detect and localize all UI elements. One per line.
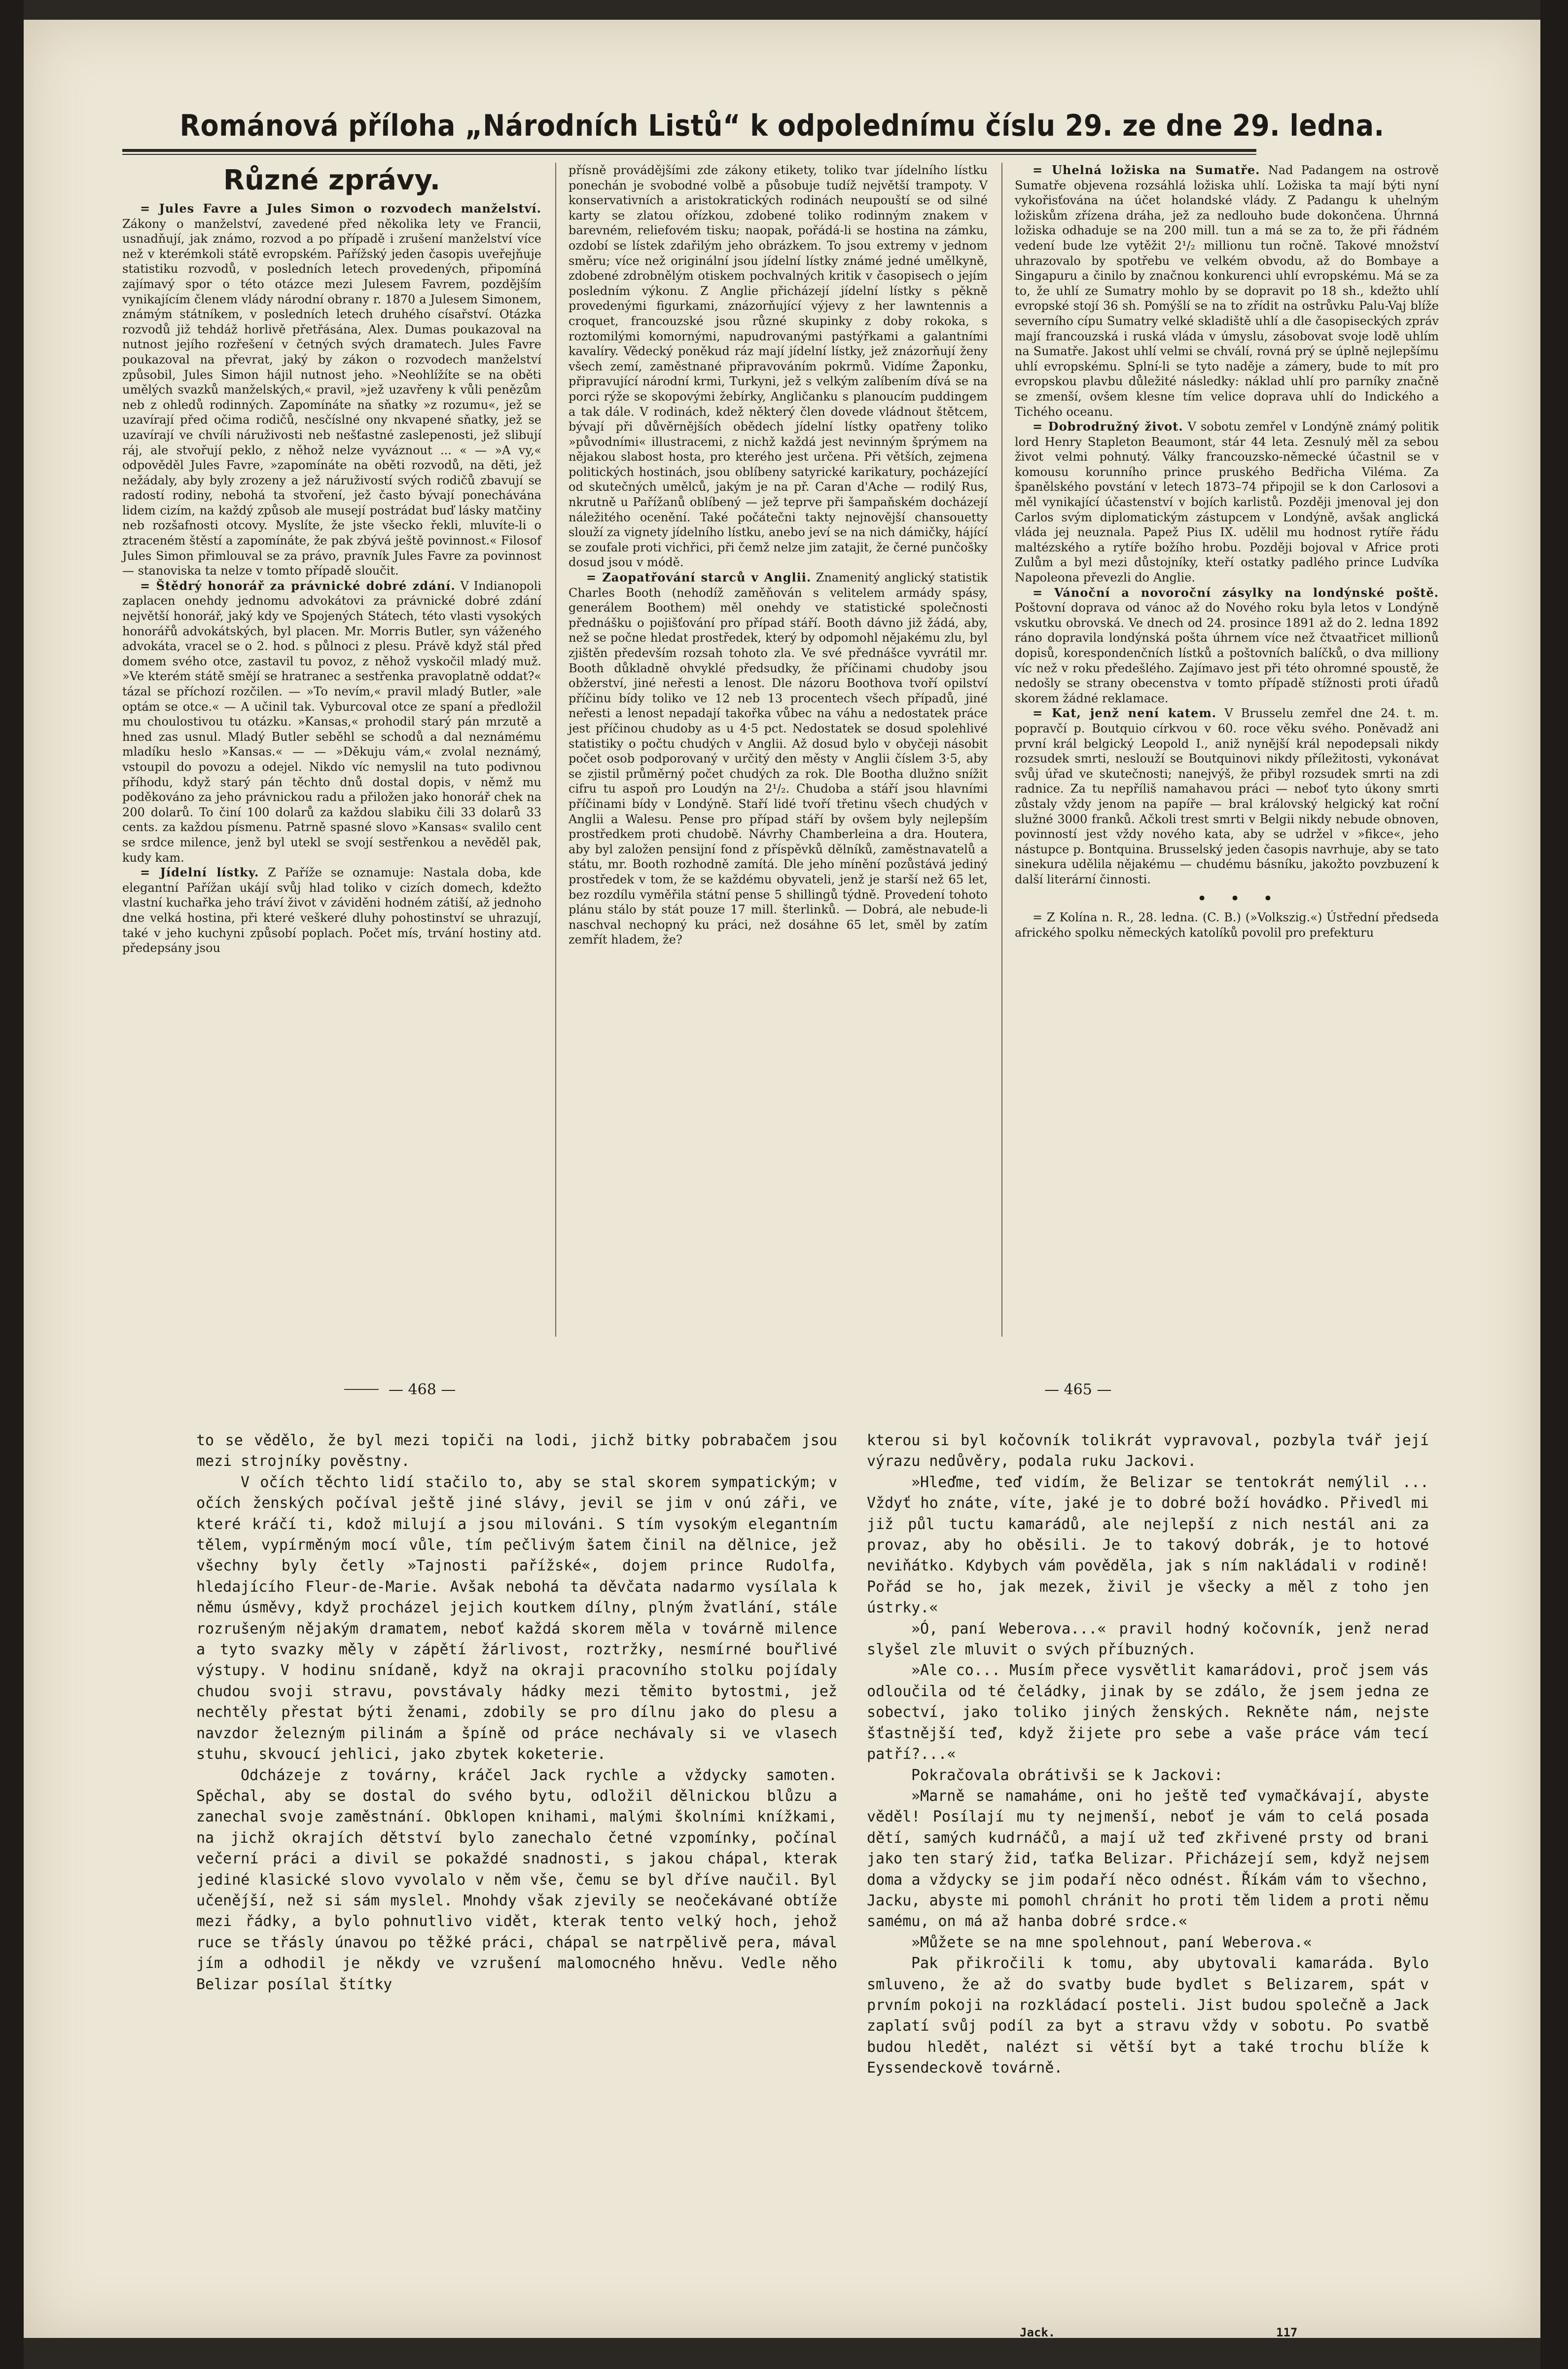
column-divider [1001, 163, 1002, 1337]
column-divider [555, 163, 556, 1337]
scan-edge-left [0, 0, 24, 2369]
news-body: Nad Padangem na ostrově Sumatře objevena rozsáhlá ložiska uhlí. Ložiska ta mají býti nyní vykořisťována na účet holandské vlády. Z Padangu k uhelným ložiskům zřízena dráha, jež za nedlouho bude dokončena. Úhrnná ložiska odhaduje se na 200 mill. tun a má se za to, že při řádném vedení bude lze vytěžit 2¹/₂ millionu tun ročně. Takové množství uhrazovalo by spotřebu ve velkém obvodu, až do Bombaye a Singapuru a činilo by značnou konkurenci uhlí evropskému. Má se za to, že uhlí ze Sumatry mohlo by se dopravit po 18 sh., kdežto uhlí evropské stojí 36 sh. Pomýšlí se na to zřídit na ostrůvku Palu-Vaj blíže severního cípu Sumatry velké skladiště uhlí a dle časopiseckých zpráv mají francouzská i ruská vláda v úmyslu, zásobovat svoje lodě uhlím na Sumatře. Jakost uhlí velmi se chválí, rovná prý se úplně nejlepšímu uhlí evropskému. Splní-li se tyto naděje a zámery, bude to mít pro evropskou plavbu důležité následky: náklad uhlí pro parníky značně se zmenší, ovšem klesne tím velice doprava uhlí do Indického a Tichého oceanu. [1015, 163, 1439, 419]
section-title: Různé zprávy. [223, 164, 441, 196]
novel-paragraph: »Můžete se na mne spolehnout, paní Weberova.« [911, 1933, 1312, 1951]
page-number-left: — 468 — [389, 1381, 456, 1398]
news-headline: = Vánoční a novoroční zásylky na londýnské poště. [1033, 585, 1439, 600]
page-number-right: — 465 — [1044, 1381, 1112, 1398]
novel-paragraph: to se vědělo, že byl mezi topiči na lodi, jichž bitky pobrabačem jsou mezi strojníky pověstny. [196, 1432, 837, 1470]
news-item [122, 865, 541, 956]
column-3 [1015, 163, 1439, 940]
novel-paragraph: V očích těchto lidí stačilo to, aby se stal skorem sympatickým; v očích ženských počíval ještě jiné slávy, jevil se jim v onú záři, ve které kráčí ti, kdož milují a jsou milováni. S tím vysokým elegantním tělem, vypírměným mocí vůle, tím pečlivým šatem činil na dělnice, jež všechny byly četly »Tajnosti pařížské«, dojem prince Rudolfa, hledajícího Fleur-de-Marie. Avšak nebohá ta děvčata nadarmo vysílala k němu úsměvy, když procházel jejich koutkem dílny, plným žvatlání, stále rozrušeným nějakým dramatem, neboť každá skorem měla v továrně milence a tyto svazky měly v zápětí žárlivost, roztržky, nesmírné bouřlivé výstupy. V hodinu snídaně, když na okraji pracovního stolku pojídaly chudou svoji stravu, povstávaly hádky mezi těmito bytostmi, jež nechtěly přestat býti ženami, zdobily se pro dílnu jako do plesu a navzdor železným pilinám a špíně od práce nechávaly si ve vlasech stuhu, skvoucí jehlici, jako zbytek koketerie. [196, 1473, 837, 1763]
news-body: Zákony o manželství, zavedené před několika lety ve Francii, usnadňují, jak známo, rozvod a po případě i zrušení manželství více než v kterémkoli státě evropském. Pařížský jeden časopis uveřejňuje statistiku rozvodů, v posledních letech provedených, připomíná zajímavý spor o této otázce mezi Julesem Favrem, pozdějším vynikajícím členem vlády národní obrany r. 1870 a Julesem Simonem, známým státníkem, v posledních letech druhého císařství. Otázka rozvodů již tehdáž horlivě přetřásána, Alex. Dumas poukazoval na nutnost jejího rozřešení v četných svých dramatech. Jules Favre poukazoval na převrat, jaký by zákon o rozvodech manželství způsobil, Jules Simon hájil nutnost jeho. »Neohlížíte se na oběti umělých svazků manželských,« pravil, »jež uzavřeny k vůli penězům neb z ohledů rodinných. Zapomínáte na sňatky »z rozumu«, jež se uzavírají před očima rodičů, nesčíslné ony nkvapené sňatky, jež se uzavírají ve chvíli náruživosti neb nešťastné zaslepenosti, jež slibují ráj, ale stvořují peklo, z něhož nelze vyváznout ... « — »A vy,« odpověděl Jules Favre, »zapomínáte na oběti rozvodů, na děti, jež nežádaly, aby byly zrozeny a jež náruživostí svých rodičů zbavují se radostí rodiny, nebohá ta stvoření, jež často bývají ponechávána lidem cizím, na každý způsob ale musejí postrádat buď lásky matčiny neb rozšafnosti otcovy. Myslíte, že jste všecko řekli, mluvíte-li o ztraceném štěstí a zapomínáte, že pak zbývá ještě povinnost.« Filosof Jules Simon přimlouval se za právo, pravník Jules Favre za povinnost — stanoviska ta nelze v tomto případě sloučit. [122, 217, 541, 578]
masthead: Románová příloha „Národních Listů“ k odpolednímu číslu 29. ze dne 29. ledna. [179, 109, 1385, 143]
newspaper-page [24, 20, 1540, 2338]
news-headline: = Kat, jenž není katem. [1033, 706, 1217, 721]
news-paragraph: = Z Kolína n. R., 28. ledna. (C. B.) (»Volkszig.«) Ústřední předseda afrického spolku německých katolíků povolil pro prefekturu [1015, 911, 1439, 940]
novel-paragraph: »Ó, paní Weberova...« pravil hodný kočovník, jenž nerad slyšel zle mluvit o svých příbuzných. [867, 1620, 1429, 1659]
novel-paragraph: Odcházeje z továrny, kráčel Jack rychle a vždycky samoten. Spěchal, aby se dostal do svého bytu, odložil dělnickou blůzu a zanechal svoje zaměstnání. Obklopen knihami, malými školními knížkami, na jichž okrajích dětství bylo zanechalo četné vzpomínky, počínal večerní práci a divil se pokaždé snadnosti, s jakou chápal, kterak jediné klasické slovo vyvolalo v něm vše, čemu se byl dříve naučil. Byl učeněj́ší, než si sám myslel. Mnohdy však zjevily se neočekávané obtíže mezi řádky, a bylo pohnutlivo vidět, kterak tento velký hoch, jehož ruce se třásly únavou po těžké práci, chápal se natrpělivě pera, mával jím a odhodil je někdy ve vzrušení malomocného hněvu. Vedle něho Belizar posílal štítky [196, 1766, 837, 1993]
news-item [1015, 585, 1439, 706]
novel-paragraph: »Ale co... Musím přece vysvětlit kamarádovi, proč jsem vás odloučila od té čeládky, jinak by se zdálo, že jsem jedna ze sobectví, jako toliko jiných ženských. Rekněte nám, nejste šťastnější teď, když žijete pro sebe a vaše práce vám tecí patří?...« [867, 1662, 1429, 1763]
novel-paragraph: »Hleďme, teď vidím, že Belizar se tentokrát nemýlil ... Vždyť ho znáte, víte, jaké je to dobré boží hovádko. Přivedl mi již půl tuctu kamarádů, ale nejlepší z nich nestál ani za provaz, aby ho oběsili. Je to takový dobrák, je to hotové neviňátko. Kdybych vám pověděla, jak s ním nakládali v rodině! Pořád se ho, jak mezek, živil je všecky a měl z toho jen ústrky.« [867, 1473, 1429, 1617]
folio-number: 117 [1276, 2326, 1298, 2339]
news-item [1015, 163, 1439, 419]
news-body: V sobotu zemřel v Londýně známý politik lord Henry Stapleton Beaumont, stár 44 leta. Zesnulý měl za sebou život velmi pohnutý. Války francouzsko-německé účastnil se v komousu korunního prince pruského Bedřicha Viléma. Za španělského povstání v letech 1873–74 připojil se k don Carlosovi a měl vynikající účastenství v bojích karlistů. Později jmenoval jej don Carlos svým diplomatickým zástupcem v Londýně, avšak anglická vláda jej neuznala. Papež Pius IX. udělil mu hodnost rytíře řádu maltézského a rytíře božího hrobu. Později bojoval v Africe proti Zulům a byl mezi důstojníky, kteří ostatky padlého prince Ludvíka Napoleona převezli do Anglie. [1015, 420, 1439, 585]
news-body: Znamenitý anglický statistik Charles Booth (nehodíž zaměňován s velitelem armády spásy, generálem Boothem) měl onehdy ve statistické společnosti přednášku o pojišťování pro případ stáří. Booth dávno již žádá, aby, než se počne hledat prostředek, který by odpomohl nějakému zlu, byl zjištěn především rozsah tohoto zla. Ve své přednášce vyvrátil mr. Booth důkladně ohvyklé předsudky, že příčinami chudoby jsou obžerství, jiné neřesti a lenost. Dle názoru Boothova tvoří opilství příčinu bídy toliko ve 12 neb 13 procentech všech případů, jiné neřesti a lenost nepadají takořka vůbec na váhu a nedostatek práce jest příčinou chudoby as u 4·5 pct. Nedostatek se dosud spolehlivé statistiky o počtu chudých v Anglii. Až dosud bylo v obyčeji násobit počet osob podporovaný v určitý den městy v Anglii číslem 3·5, aby se zjistil průměrný počet chudých za rok. Dle Bootha dlužno snížit cifru tu aspoň pro Loudýn na 2¹/₂. Chudoba a stáří jsou hlavními příčinami bídy v Londýně. Staří lidé tvoří třetinu všech chudých v Anglii a Walesu. Pense pro případ stáří by ovšem byly nejlepším prostředkem proti chudobě. Návrhy Chamberleina a dra. Houtera, aby byl založen pensijní fond z příspěvků dělníků, zaměstnavatelů a státu, mr. Booth rozhodně zamítá. Dle jeho mínění pozůstává jediný prostředek v tom, že se každému obyvateli, jenž je starší než 65 let, bez rozdílu vyměřila státní pense 5 shillingů týdně. Provedení tohoto plánu stálo by stát pouze 17 mill. šterlinků. — Dobrá, ale nebude-li naschval nechopný ku práci, než dosáhne 65 let, směl by zatím zemřít hladem, že? [569, 571, 988, 947]
news-item [122, 201, 541, 579]
masthead-rule [122, 149, 1256, 152]
news-body: Poštovní doprava od vánoc až do Nového roku byla letos v Londýně vskutku obrovská. Ve dnech od 24. prosince 1891 až do 2. ledna 1892 ráno dopravila londýnská pošta úhrnem více než čtvaatřicet millionů dopisů, korespondenčních lístků a poštovních balíčků, o dva milliony víc než v roku předešlého. Zajímavo jest při této ohromné spoustě, že nedošly se strany obecenstva v tomto případě stížnosti proti úřadů skorem žádné reklamace. [1015, 601, 1439, 705]
news-headline: = Štědrý honorář za právnické dobré zdání. [140, 578, 456, 593]
column-2 [569, 163, 988, 948]
novel-paragraph: »Marně se namaháme, oni ho ještě teď vymačkávají, abyste věděl! Posílají mu ty nejmenší, neboť je vám to celá posada dětí, samých kudrnáčů, a mají už teď zkřivené prsty od brani jako ten starý žid, taťka Belizar. Přicházejí sem, když nejsem doma a vždycky se jim podaří něco odnést. Říkám vám to všechno, Jacku, abyste mi pomohl chránit ho proti těm lidem a proti němu samému, on má až hanba dobré srdce.« [867, 1787, 1429, 1931]
news-item [569, 570, 988, 948]
section-separator: • • • [1197, 888, 1282, 909]
novel-column-right [867, 1430, 1429, 2079]
novel-paragraph: Pak přikročili k tomu, aby ubytovali kamaráda. Bylo smluveno, že až do svatby bude bydlet s Belizarem, spát v prvním pokoji na rozkládací posteli. Jist budou společně a Jack zaplatí svůj podíl za byt a stravu vždy v sobotu. Po svatbě budou hledět, nalézt si větší byt a také trochu blíže k Eyssendeckově továrně. [867, 1955, 1429, 2077]
novel-title-signature: Jack. [1020, 2326, 1056, 2339]
news-body: Z Paříže se oznamuje: Nastala doba, kde elegantní Pařížan ukájí svůj hlad toliko v cizích domech, kdežto vlastní kuchařka jeho tráví život v záviděni hodném zátiší, až jednoho dne velká hostina, při které veškeré dluhy pohostinství se uhrazují, také v jeho kuchyni způsobí poplach. Počet mís, trvání hostiny atd. předepsány jsou [122, 866, 541, 955]
news-headline: = Jídelní lístky. [140, 865, 259, 880]
news-headline: = Jules Favre a Jules Simon o rozvodech manželství. [140, 201, 541, 216]
news-body: V Indianopoli zaplacen onehdy jednomu advokátovi za právnické dobré zdání největší honorář, jaký kdy ve Spojených Státech, této vlasti vysokých honorářů advokátských, byl placen. Mr. Morris Butler, syn váženého advokáta, vracel se o 2. hod. s půlnoci z plesu. Právě když stál před domem svého otce, zastavil tu povoz, z něhož vyskočil mladý muž. »Ve kterém státě smějí se hratranec a sestřenka pravoplatně oddat?« tázal se příchozí rozčilen. — »To nevím,« pravil mladý Butler, »ale optám se otce.« — A učinil tak. Vyburcoval otce ze spaní a předložil mu choulostivou tu otázku. »Kansas,« prohodil starý pán mrzutě a hned zas usnul. Mladý Butler seběhl se schodů a dal neznámému mladíku heslo »Kansas.« — — »Děkuju vám,« zvolal neznámý, vstoupil do povozu a odejel. Nikdo víc nemyslil na tuto podivnou příhodu, když starý pán těchto dnů dostal dopis, v němž mu poděkováno za jeho právnickou radu a přiložen jako honorář chek na 200 dolarů. To činí 100 dolarů za každou slabiku čili 33 dolarů 33 cents. za každou písmenu. Patrně spasné slovo »Kansas« svalilo cent se srdce milence, jenž byl utekl se svojí sestřenkou a nevěděl pak, kudy kam. [122, 579, 541, 865]
masthead-rule-thin [122, 154, 1256, 155]
news-item [122, 579, 541, 865]
news-body: V Brusselu zemřel dne 24. t. m. popravčí p. Boutquio církvou v 60. roce věku svého. Poněvadž ani první král belgický Leopold I., aniž nynější král nepodepsali nikdy rozsudek smrti, neslouží se Boutquinovi nikdy příležitosti, vykonávat svůj úřad ve skutečnosti; nanejvýš, že přibyl rozsudek smrti na zdi radnice. Za tu nepříliš namahavou práci — neboť tyto úkony smrti zůstaly vždy jenom na papíře — bral královský helgický kat roční služné 3000 franků. Ačkoli trest smrti v Belgii nikdy nebude obnoven, povinností jest vždy nového kata, aby se udržel v »fikce«, jeho nástupce p. Bontquina. Brusselský jeden časopis navrhuje, aby se tato sinekura udělila nějakému — chudému básníku, jakožto povzbuzení k další literární činnosti. [1015, 706, 1439, 886]
column-1 [122, 163, 541, 956]
news-headline: = Dobrodružný život. [1033, 419, 1183, 434]
novel-paragraph: kterou si byl kočovník tolikrát vypravoval, pozbyla tvář její výrazu nedůvěry, podala ruku Jackovi. [867, 1432, 1429, 1470]
news-item [1015, 419, 1439, 585]
news-headline: = Zaopatřování starců v Anglii. [586, 570, 812, 585]
page-number-dash [344, 1389, 379, 1390]
scan-edge-right [1540, 0, 1568, 2369]
novel-column-left [196, 1430, 837, 1995]
news-paragraph: přísně provádějšími zde zákony etikety, toliko tvar jídelního lístku ponechán je svobodné volbě a působuje tudíž největší trampoty. V konservativních a aristokratických rodinách neupouští se od silné karty se zlatou ořízkou, zdobené toliko rodinným znakem v barevném, reliefovém tisku; naopak, pořádá-li se hostina na zámku, ozdobí se lístek zdařilým jeho obrázkem. To jsou extremy v jednom směru; více než originální jsou jídelní lístky známé jedné umělkyně, zdobené zdrobnělým otiskem pochvalných kritik v časopisech o jejím posledním výkonu. Z Anglie přicházejí jídelní lístky s pěkně provedenými figurkami, znázorňující výjevy z her lawntennis a croquet, francouzské jsou různé skupinky z doby rokoka, s roztomilými komornými, napudrovanými pastýřkami a galantními kavalíry. Vědecký poněkud ráz mají jídelní lístky, jež znázorňují ženy všech zemí, zaměstnané připravováním pokrmů. Vidíme Žaponku, připravující národní krmi, Turkyni, jež s velkým zalíbením dívá se na porci rýže se skopovými žebírky, Angličanku s planoucím puddingem a tak dále. V rodinách, kdež některý člen dovede vládnout štětcem, bývají při důvěrnějších obědech jídelní lístky opatřeny toliko »původními« illustracemi, z nichž každá jest nevinným šprýmem na nějakou slabost hosta, pro kterého jest určena. Při větších, zejmena politických hostinách, jsou oblíbeny satyrické karikatury, pocházející od skutečných umělců, jakým je na př. Caran d'Ache — rodilý Rus, nkrutně u Pařížanů oblíbený — jež teprve při šampaňském docházejí náležitého ocenění. Také počátečni takty nejnovější chansouetty slouží za vignety jídelního lístku, anebo jeví se na nich dámičky, hájící se zoufale proti vichřici, při čemž nelze jim zatajit, že černé punčošky dosud jsou v módě. [569, 163, 988, 570]
news-item [1015, 706, 1439, 887]
news-headline: = Uhelná ložiska na Sumatře. [1033, 163, 1260, 177]
novel-paragraph: Pokračovala obrátivši se k Jackovi: [911, 1766, 1223, 1784]
